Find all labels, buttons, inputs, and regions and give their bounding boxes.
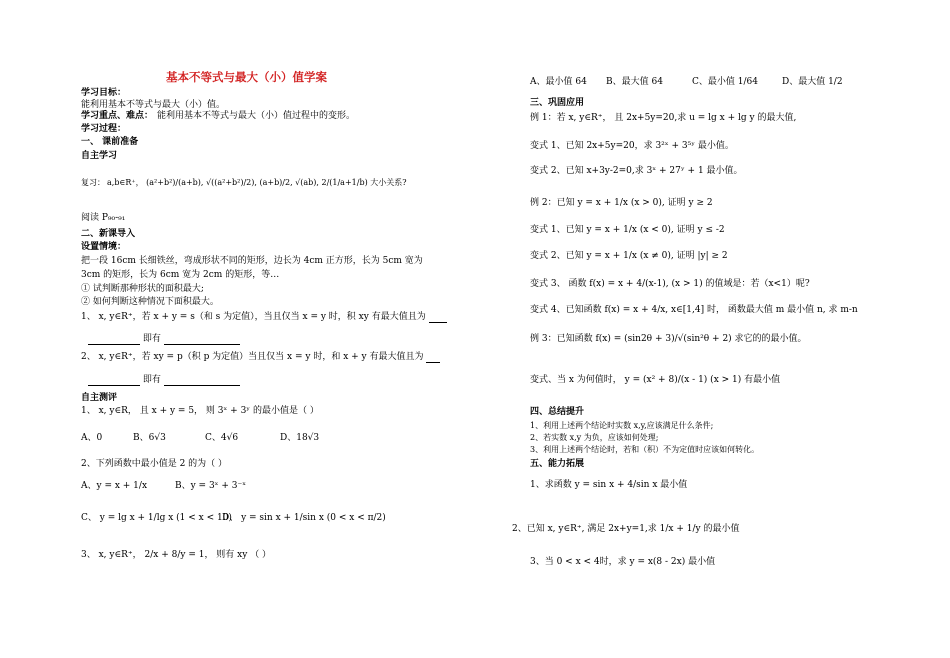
conclusion-1-result <box>88 333 240 345</box>
example-3: 例 3：已知函数 f(x) = (sin2θ + 3)/√(sin²θ + 2) 求它的的最小值。 <box>530 334 807 344</box>
example-2-variant-3: 变式 3、 函数 f(x) = x + 4/(x-1), (x > 1) 的值域是：若（x<1）呢? <box>530 279 810 289</box>
example-2: 例 2：已知 y = x + 1/x (x > 0), 证明 y ≥ 2 <box>530 198 713 208</box>
conclusion-2 <box>81 351 440 363</box>
conclusion-1-blank[interactable] <box>429 322 447 323</box>
test-question-1-option-b: B、6√3 <box>133 433 166 443</box>
extension-3: 3、当 0 < x < 4时，求 y = x(8 - 2x) 最小值 <box>530 557 716 567</box>
self-study-heading: 自主学习 <box>81 151 118 161</box>
extension-1: 1、求函数 y = sin x + 4/sin x 最小值 <box>530 480 688 490</box>
section-2-heading: 二、新课导入 <box>81 229 136 239</box>
example-2-variant-1: 变式 1、已知 y = x + 1/x (x < 0), 证明 y ≤ -2 <box>530 225 725 235</box>
review-label: 复习： <box>81 178 105 187</box>
example-1: 例 1：若 x, y∈R⁺， 且 2x+5y=20,求 u = lg x + lg y 的最大值, <box>530 113 797 123</box>
summary-3: 3、利用上述两个结论时，若和（积）不为定值时应该如何转化。 <box>530 445 760 454</box>
question-2: ② 如何判断这种情况下面积最大。 <box>81 297 219 307</box>
test-question-1-option-a: A、0 <box>81 433 103 443</box>
conclusion-2-blank[interactable] <box>426 362 440 363</box>
test-question-1-option-d: D、18√3 <box>280 433 320 443</box>
example-2-variant-2: 变式 2、已知 y = x + 1/x (x ≠ 0), 证明 |y| ≥ 2 <box>530 251 728 261</box>
conclusion-2-text: 2、 x, y∈R⁺，若 xy = p（积 p 为定值）当且仅当 x = y 时，和 x + y 有最大值且为 <box>81 352 424 362</box>
prev-option-d: D、最大值 1/2 <box>782 77 843 87</box>
test-question-2: 2、下列函数中最小值是 2 的为（ ） <box>81 459 228 469</box>
test-question-3: 3、 x, y∈R⁺， 2/x + 8/y = 1， 则有 xy （ ） <box>81 550 272 560</box>
example-3-variant: 变式、当 x 为何值时， y = (x² + 8)/(x - 1) (x > 1) 有最小值 <box>530 375 781 385</box>
test-question-2-option-b: B、y = 3ˣ + 3⁻ˣ <box>175 481 247 491</box>
test-question-1-option-c: C、4√6 <box>205 433 239 443</box>
conclusion-1-result-blank-a[interactable] <box>88 344 140 345</box>
conclusion-2-result-blank-a[interactable] <box>88 385 140 386</box>
objectives-text: 能利用基本不等式与最大（小）值。 <box>81 100 226 110</box>
prev-option-a: A、最小值 64 <box>530 77 587 87</box>
section-4-heading: 四、总结提升 <box>530 407 585 417</box>
prev-option-b: B、最大值 64 <box>606 77 663 87</box>
conclusion-1-result-label: 即有 <box>142 334 161 344</box>
scenario-line-2: 3cm 的矩形，长为 6cm 宽为 2cm 的矩形，等… <box>81 270 280 280</box>
conclusion-1-text: 1、 x, y∈R⁺，若 x + y = s（和 s 为定值），当且仅当 x = y 时，积 xy 有最大值且为 <box>81 312 426 322</box>
example-1-variant-1: 变式 1、已知 2x+5y=20，求 3²ˣ + 3⁵ʸ 最小值。 <box>530 141 734 151</box>
keypoints-heading: 学习重点、难点： <box>81 111 154 121</box>
extension-2: 2、已知 x, y∈R⁺, 满足 2x+y=1,求 1/x + 1/y 的最小值 <box>512 524 740 534</box>
scenario-line-1: 把一段 16cm 长细铁丝，弯成形状不同的矩形，边长为 4cm 正方形，长为 5cm 宽为 <box>81 256 423 266</box>
page-title: 基本不等式与最大（小）值学案 <box>166 70 327 84</box>
summary-1: 1、利用上述两个结论时实数 x,y,应该满足什么条件; <box>530 421 714 430</box>
test-question-2-option-a: A、y = x + 1/x <box>81 481 148 491</box>
review-expression: a,b∈R⁺， (a²+b²)/(a+b), √((a²+b²)/2), (a+b)/2, √(ab), 2/(1/a+1/b) 大小关系? <box>107 178 407 187</box>
process-heading: 学习过程： <box>81 124 127 134</box>
conclusion-2-result-label: 即有 <box>142 375 161 385</box>
example-2-variant-4: 变式 4、已知函数 f(x) = x + 4/x, x∈[1,4] 时， 函数最大值 m 最小值 n, 求 m-n <box>530 305 858 315</box>
scenario-heading: 设置情境： <box>81 242 127 252</box>
conclusion-2-result <box>88 374 240 386</box>
section-1-heading: 一、 课前准备 <box>81 137 139 147</box>
reading-assignment: 阅读 P₉₀-₉₁ <box>81 213 126 223</box>
objectives-heading: 学习目标： <box>81 88 127 98</box>
summary-2: 2、若实数 x,y 为负，应该如何处理; <box>530 433 659 442</box>
section-3-heading: 三、巩固应用 <box>530 98 585 108</box>
question-1: ① 试判断那种形状的面积最大; <box>81 284 204 294</box>
self-test-heading: 自主测评 <box>81 393 118 403</box>
keypoints-text: 能利用基本不等式与最大（小）值过程中的变形。 <box>157 111 356 121</box>
conclusion-1-result-blank-b[interactable] <box>164 344 240 345</box>
test-question-1: 1、 x, y∈R， 且 x + y = 5， 则 3ˣ + 3ʸ 的最小值是（ ） <box>81 406 319 416</box>
section-5-heading: 五、能力拓展 <box>530 459 585 469</box>
prev-option-c: C、最小值 1/64 <box>692 77 758 87</box>
conclusion-2-result-blank-b[interactable] <box>164 385 240 386</box>
example-1-variant-2: 变式 2、已知 x+3y-2=0,求 3ˣ + 27ʸ + 1 最小值。 <box>530 166 743 176</box>
test-question-2-option-c: C、 y = lg x + 1/lg x (1 < x < 10) <box>81 513 232 523</box>
conclusion-1 <box>81 311 447 323</box>
test-question-2-option-d: D、 y = sin x + 1/sin x (0 < x < π/2) <box>222 513 386 523</box>
